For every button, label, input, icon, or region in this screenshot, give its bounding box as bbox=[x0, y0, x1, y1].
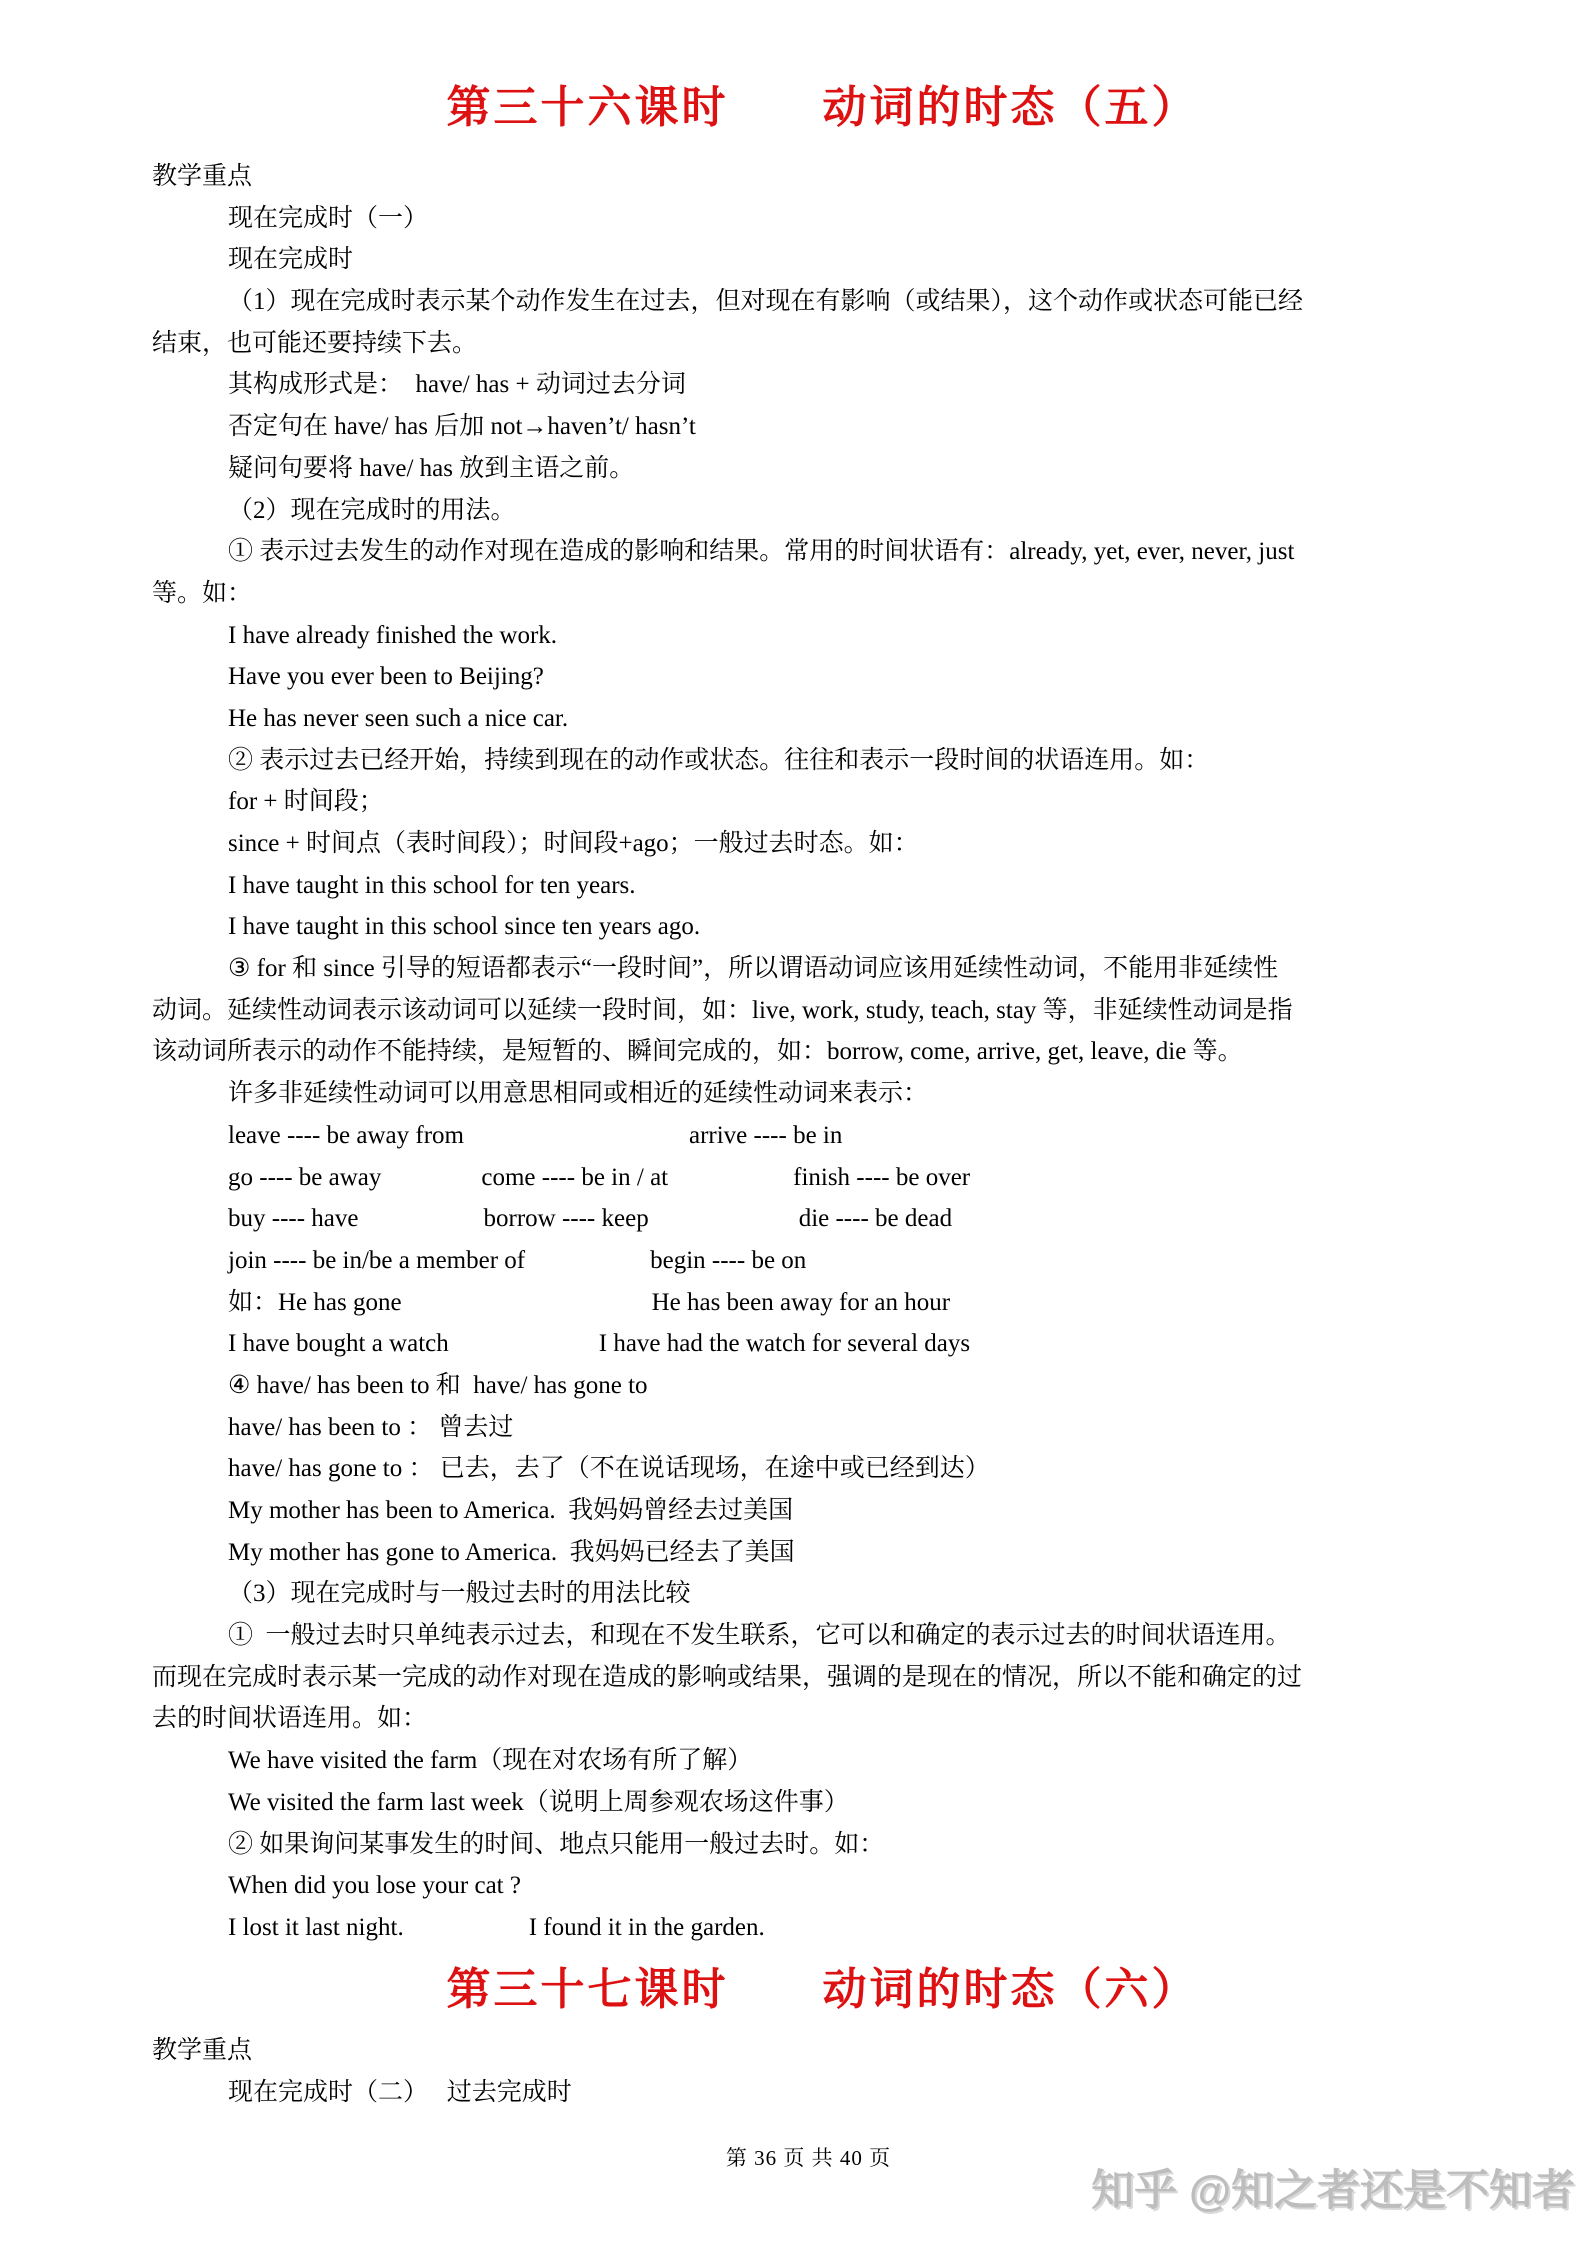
text-line: 如：He has gone He has been away for an hour bbox=[228, 1288, 951, 1316]
text-line: 结束，也可能还要持续下去。 bbox=[152, 329, 478, 357]
text-line: 疑问句要将 have/ has 放到主语之前。 bbox=[228, 454, 635, 482]
zhihu-watermark: 知乎 @知之者还是不知者 bbox=[1091, 2167, 1575, 2215]
text-line: for + 时间段； bbox=[228, 788, 384, 816]
text-line: ② 如果询问某事发生的时间、地点只能用一般过去时。如： bbox=[228, 1830, 885, 1858]
text-line: 等。如： bbox=[152, 579, 253, 607]
text-line: When did you lose your cat ? bbox=[228, 1872, 521, 1900]
text-line: ② 表示过去已经开始，持续到现在的动作或状态。往往和表示一段时间的状语连用。如： bbox=[228, 746, 1210, 774]
text-line: （2）现在完成时的用法。 bbox=[228, 496, 516, 524]
text-line: 教学重点 bbox=[152, 2037, 253, 2064]
text-line: My mother has been to America. 我妈妈曾经去过美国 bbox=[228, 1497, 794, 1524]
text-line: buy ---- have borrow ---- keep die ---- be dead bbox=[228, 1205, 953, 1233]
text-line: go ---- be away come ---- be in / at finish ---- be over bbox=[228, 1163, 971, 1191]
lesson-36-body bbox=[152, 156, 1532, 1949]
lesson-37-body bbox=[152, 2030, 1532, 2113]
text-line: I lost it last night. I found it in the garden. bbox=[228, 1913, 765, 1941]
text-line: 现在完成时 bbox=[228, 246, 354, 274]
text-line: I have bought a watch I have had the watch for several days bbox=[228, 1330, 971, 1358]
lesson-36-title: 第三十六课时 动词的时态（五） bbox=[446, 83, 1199, 132]
text-line: 否定句在 have/ has 后加 not→haven’t/ hasn’t bbox=[228, 413, 696, 441]
text-line: 许多非延续性动词可以用意思相同或相近的延续性动词来表示： bbox=[228, 1080, 929, 1108]
text-line: ① 表示过去发生的动作对现在造成的影响和结果。常用的时间状语有：already, yet, ever, never, just bbox=[228, 538, 1295, 566]
text-line: join ---- be in/be a member of begin ---- be on bbox=[228, 1246, 807, 1274]
text-line: I have already finished the work. bbox=[228, 621, 558, 649]
text-line: ① 一般过去时只单纯表示过去，和现在不发生联系，它可以和确定的表示过去的时间状语连用。 bbox=[228, 1622, 1291, 1650]
text-line: We visited the farm last week（说明上周参观农场这件事） bbox=[228, 1788, 849, 1816]
page-number-footer: 第 36 页 共 40 页 bbox=[725, 2146, 892, 2170]
text-line: have/ has been to ： 曾去过 bbox=[228, 1413, 514, 1441]
text-line: 而现在完成时表示某一完成的动作对现在造成的影响或结果，强调的是现在的情况，所以不能和确定的过 bbox=[152, 1663, 1303, 1691]
lesson-37-title: 第三十七课时 动词的时态（六） bbox=[446, 1965, 1199, 2014]
text-line: 其构成形式是： have/ has + 动词过去分词 bbox=[228, 371, 686, 399]
text-line: ③ for 和 since 引导的短语都表示“一段时间”，所以谓语动词应该用延续性动词，不能用非延续性 bbox=[228, 955, 1279, 983]
text-line: 去的时间状语连用。如： bbox=[152, 1705, 428, 1733]
text-line: have/ has gone to ： 已去，去了（不在说话现场，在途中或已经到达） bbox=[228, 1455, 990, 1483]
text-line: My mother has gone to America. 我妈妈已经去了美国 bbox=[228, 1538, 795, 1566]
text-line: He has never seen such a nice car. bbox=[228, 704, 569, 732]
text-line: 现在完成时（一） bbox=[228, 204, 429, 232]
text-line: leave ---- be away from arrive ---- be in bbox=[228, 1121, 843, 1149]
text-line: 教学重点 bbox=[152, 163, 253, 190]
text-line: since + 时间点（表时间段）；时间段+ago；一般过去时态。如： bbox=[228, 830, 919, 857]
text-line: 该动词所表示的动作不能持续，是短暂的、瞬间完成的，如：borrow, come, arrive, get, leave, die 等。 bbox=[152, 1038, 1243, 1066]
text-line: I have taught in this school for ten years. bbox=[228, 871, 636, 899]
text-line: Have you ever been to Beijing? bbox=[228, 663, 544, 691]
text-line: ④ have/ has been to 和 have/ has gone to bbox=[228, 1371, 648, 1399]
text-line: （1）现在完成时表示某个动作发生在过去，但对现在有影响（或结果），这个动作或状态可能已经 bbox=[228, 288, 1304, 316]
text-line: 现在完成时（二） 过去完成时 bbox=[228, 2078, 572, 2106]
text-line: We have visited the farm（现在对农场有所了解） bbox=[228, 1747, 753, 1775]
text-line: 动词。延续性动词表示该动词可以延续一段时间，如：live, work, study, teach, stay 等，非延续性动词是指 bbox=[152, 996, 1293, 1024]
text-line: （3）现在完成时与一般过去时的用法比较 bbox=[228, 1580, 691, 1608]
text-line: I have taught in this school since ten years ago. bbox=[228, 913, 701, 941]
